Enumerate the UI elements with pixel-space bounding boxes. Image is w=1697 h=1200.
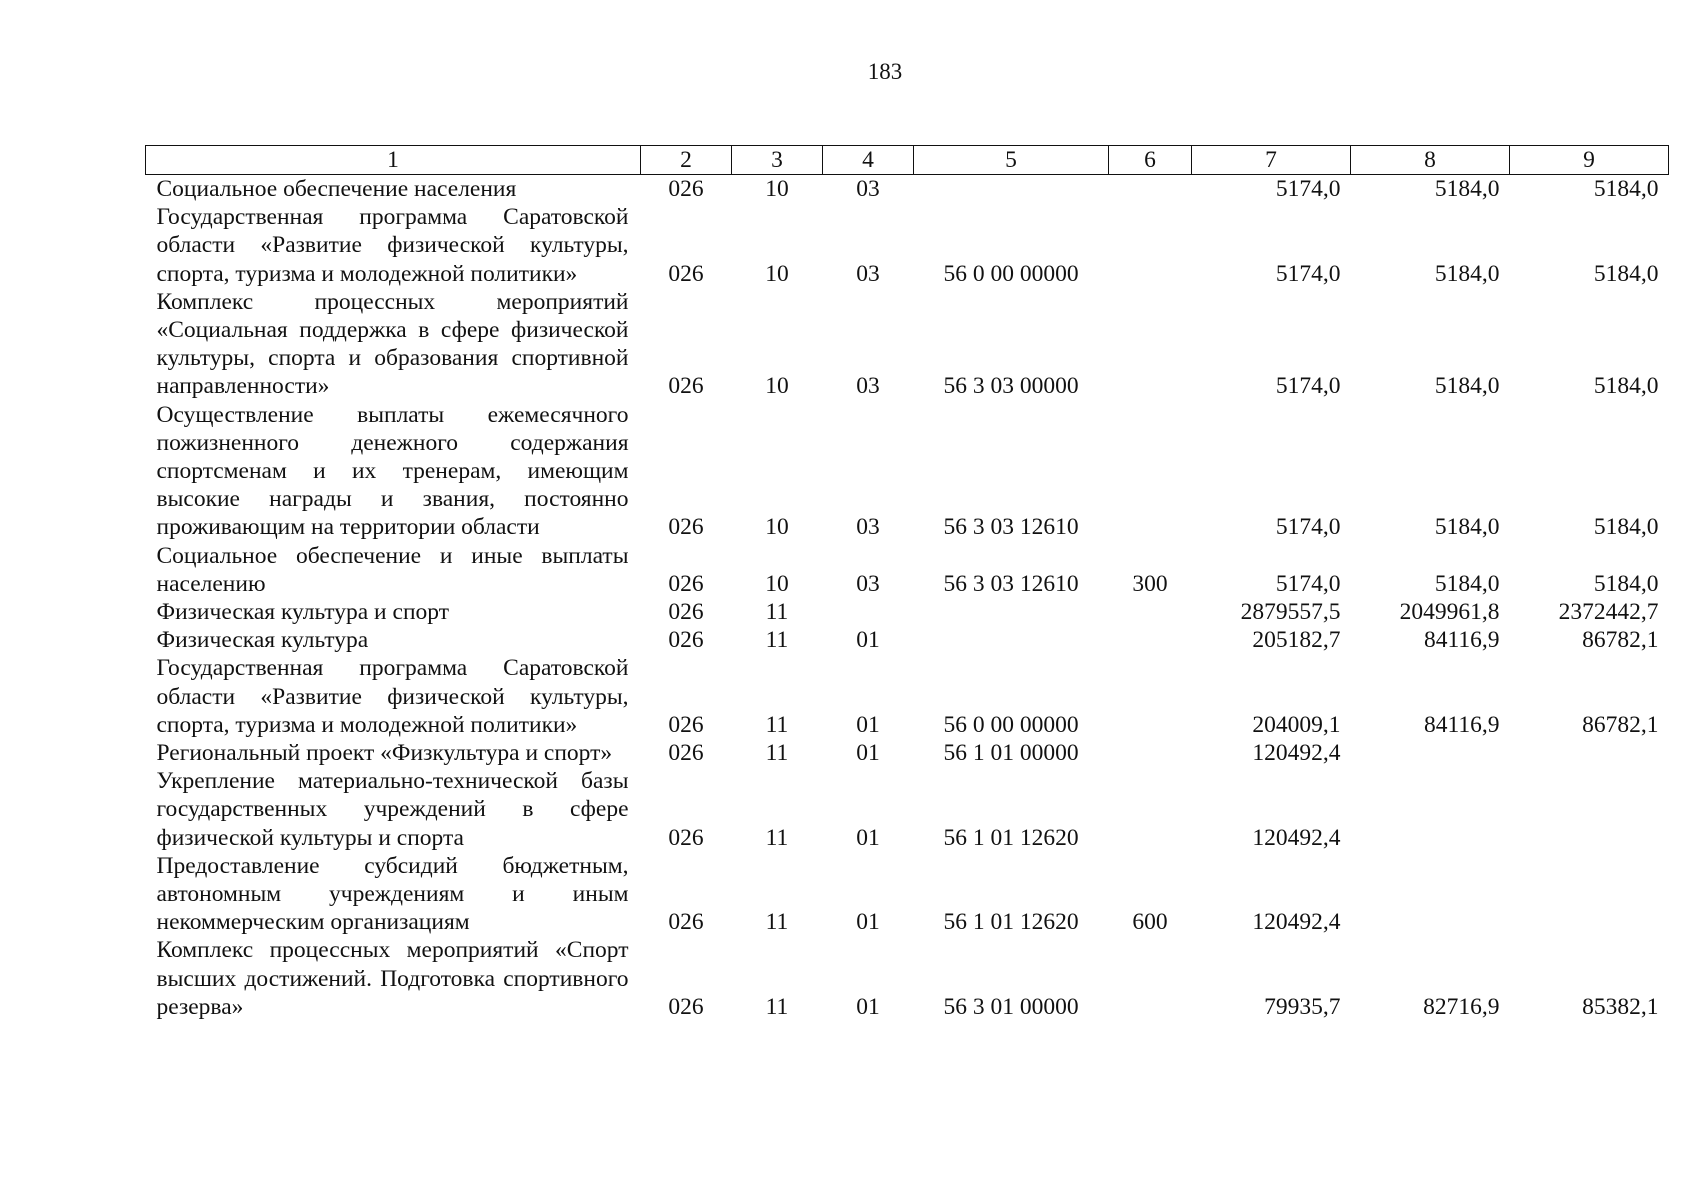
subsection-code: 01 [856,627,880,654]
expense-type-code [1109,739,1192,767]
section-code: 11 [765,824,789,851]
subsection-code: 03 [856,260,880,287]
expense-type-code: 600 [1132,909,1168,936]
amount-col-7: 5174,0 [1275,176,1341,202]
item-name: Социальное обеспечение и иные выплаты населению [156,542,629,597]
target-code: 56 1 01 00000 [943,740,1079,767]
ministry-code: 026 [668,824,704,851]
amount-col-7: 204009,1 [1252,711,1341,738]
section-code: 11 [765,627,789,654]
expense-type-code [1109,203,1192,288]
expense-type-code [1109,288,1192,401]
table-row [146,626,1669,654]
item-name: Государственная программа Саратовской области «Развитие физической культуры, спорта, туризма и молодежной политики» [156,655,629,738]
ministry-code: 026 [668,373,704,400]
amount-col-8: 5184,0 [1434,570,1500,597]
amount-col-7: 5174,0 [1275,373,1341,400]
target-code: 56 1 01 12620 [943,909,1079,936]
section-code: 10 [765,260,789,287]
ministry-code: 026 [668,260,704,287]
item-name: Физическая культура [156,627,369,654]
column-header: 5 [914,146,1109,175]
column-header: 6 [1109,146,1192,175]
column-header: 3 [732,146,823,175]
table-row [146,542,1669,598]
target-code: 56 3 03 00000 [943,373,1079,400]
amount-col-7: 2879557,5 [1240,599,1341,626]
amount-col-9: 85382,1 [1582,993,1659,1020]
amount-col-9 [1510,739,1669,767]
target-code: 56 3 03 12610 [943,514,1079,541]
amount-col-8: 5184,0 [1434,373,1500,400]
amount-col-8: 5184,0 [1434,260,1500,287]
expense-type-code: 300 [1132,570,1168,597]
column-header: 8 [1351,146,1510,175]
subsection-code: 01 [856,824,880,851]
item-name: Физическая культура и спорт [156,599,449,626]
amount-col-9: 5184,0 [1593,373,1659,400]
table-row [146,203,1669,288]
subsection-code: 01 [856,740,880,767]
subsection-code: 03 [856,514,880,541]
amount-col-7: 5174,0 [1275,514,1341,541]
table-row [146,175,1669,204]
amount-col-8: 84116,9 [1423,711,1500,738]
expense-type-code [1109,175,1192,204]
table-row [146,767,1669,852]
amount-col-8 [1351,852,1510,937]
amount-col-8: 5184,0 [1434,514,1500,541]
amount-col-9: 86782,1 [1582,711,1659,738]
amount-col-7: 205182,7 [1252,627,1341,654]
table-row [146,654,1669,739]
amount-col-8: 5184,0 [1434,176,1500,202]
expense-type-code [1109,401,1192,542]
item-name: Осуществление выплаты ежемесячного пожизненного денежного содержания спортсменам и их тренерам, имеющим высокие награды и звания, постоянно проживающим на территории области [156,401,629,541]
item-name: Комплекс процессных мероприятий «Спорт высших достижений. Подготовка спортивного резерва» [156,937,629,1020]
item-name: Комплекс процессных мероприятий «Социальная поддержка в сфере физической культуры, спорта и образования спортивной направленности» [156,288,629,400]
ministry-code: 026 [668,176,704,202]
amount-col-8 [1351,767,1510,852]
section-code: 11 [765,909,789,936]
item-name: Региональный проект «Физкультура и спорт» [156,740,613,767]
amount-col-8: 84116,9 [1423,627,1500,654]
target-code [914,175,1109,204]
target-code: 56 0 00 00000 [943,260,1079,287]
target-code [914,598,1109,626]
amount-col-9: 5184,0 [1593,570,1659,597]
target-code: 56 3 03 12610 [943,570,1079,597]
amount-col-7: 5174,0 [1275,570,1341,597]
column-header: 4 [823,146,914,175]
expense-type-code [1109,626,1192,654]
section-code: 11 [765,993,789,1020]
amount-col-9 [1510,852,1669,937]
section-code: 10 [765,570,789,597]
amount-col-7: 79935,7 [1264,993,1341,1020]
table-row [146,401,1669,542]
section-code: 11 [765,711,789,738]
subsection-code: 01 [856,711,880,738]
amount-col-9: 86782,1 [1582,627,1659,654]
amount-col-9: 5184,0 [1593,514,1659,541]
section-code: 11 [765,740,789,767]
expense-type-code [1109,654,1192,739]
ministry-code: 026 [668,740,704,767]
amount-col-9: 5184,0 [1593,176,1659,202]
column-header: 1 [146,146,641,175]
expense-type-code [1109,598,1192,626]
amount-col-9 [1510,767,1669,852]
ministry-code: 026 [668,909,704,936]
table-row [146,852,1669,937]
section-code: 10 [765,514,789,541]
ministry-code: 026 [668,627,704,654]
subsection-code: 01 [856,909,880,936]
expense-type-code [1109,936,1192,1021]
amount-col-9: 5184,0 [1593,260,1659,287]
column-header: 7 [1192,146,1351,175]
subsection-code [823,598,914,626]
subsection-code: 03 [856,570,880,597]
amount-col-8: 2049961,8 [1399,599,1500,626]
amount-col-8 [1351,739,1510,767]
subsection-code: 01 [856,993,880,1020]
ministry-code: 026 [668,570,704,597]
target-code: 56 3 01 00000 [943,993,1079,1020]
table-row [146,936,1669,1021]
header-row [146,146,1669,175]
column-header: 2 [641,146,732,175]
section-code: 10 [765,373,789,400]
table-row [146,288,1669,401]
item-name: Государственная программа Саратовской области «Развитие физической культуры, спорта, туризма и молодежной политики» [156,204,629,287]
column-header: 9 [1510,146,1669,175]
subsection-code: 03 [856,176,880,202]
amount-col-8: 82716,9 [1423,993,1500,1020]
ministry-code: 026 [668,711,704,738]
item-name: Предоставление субсидий бюджетным, автономным учреждениям и иным некоммерческим организациям [156,852,629,936]
amount-col-9: 2372442,7 [1558,599,1659,626]
table-row [146,739,1669,767]
ministry-code: 026 [668,514,704,541]
section-code: 10 [765,176,789,202]
amount-col-7: 120492,4 [1252,824,1341,851]
table-row [146,598,1669,626]
amount-col-7: 120492,4 [1252,909,1341,936]
ministry-code: 026 [668,993,704,1020]
subsection-code: 03 [856,373,880,400]
amount-col-7: 5174,0 [1275,260,1341,287]
target-code: 56 0 00 00000 [943,711,1079,738]
budget-table [145,145,1669,1021]
amount-col-7: 120492,4 [1252,740,1341,767]
ministry-code: 026 [668,599,704,626]
section-code: 11 [765,599,789,626]
item-name: Укрепление материально-технической базы государственных учреждений в сфере физической культуры и спорта [156,768,629,851]
target-code: 56 1 01 12620 [943,824,1079,851]
item-name: Социальное обеспечение населения [156,176,517,202]
target-code [914,626,1109,654]
expense-type-code [1109,767,1192,852]
page-number: 183 [867,59,903,84]
